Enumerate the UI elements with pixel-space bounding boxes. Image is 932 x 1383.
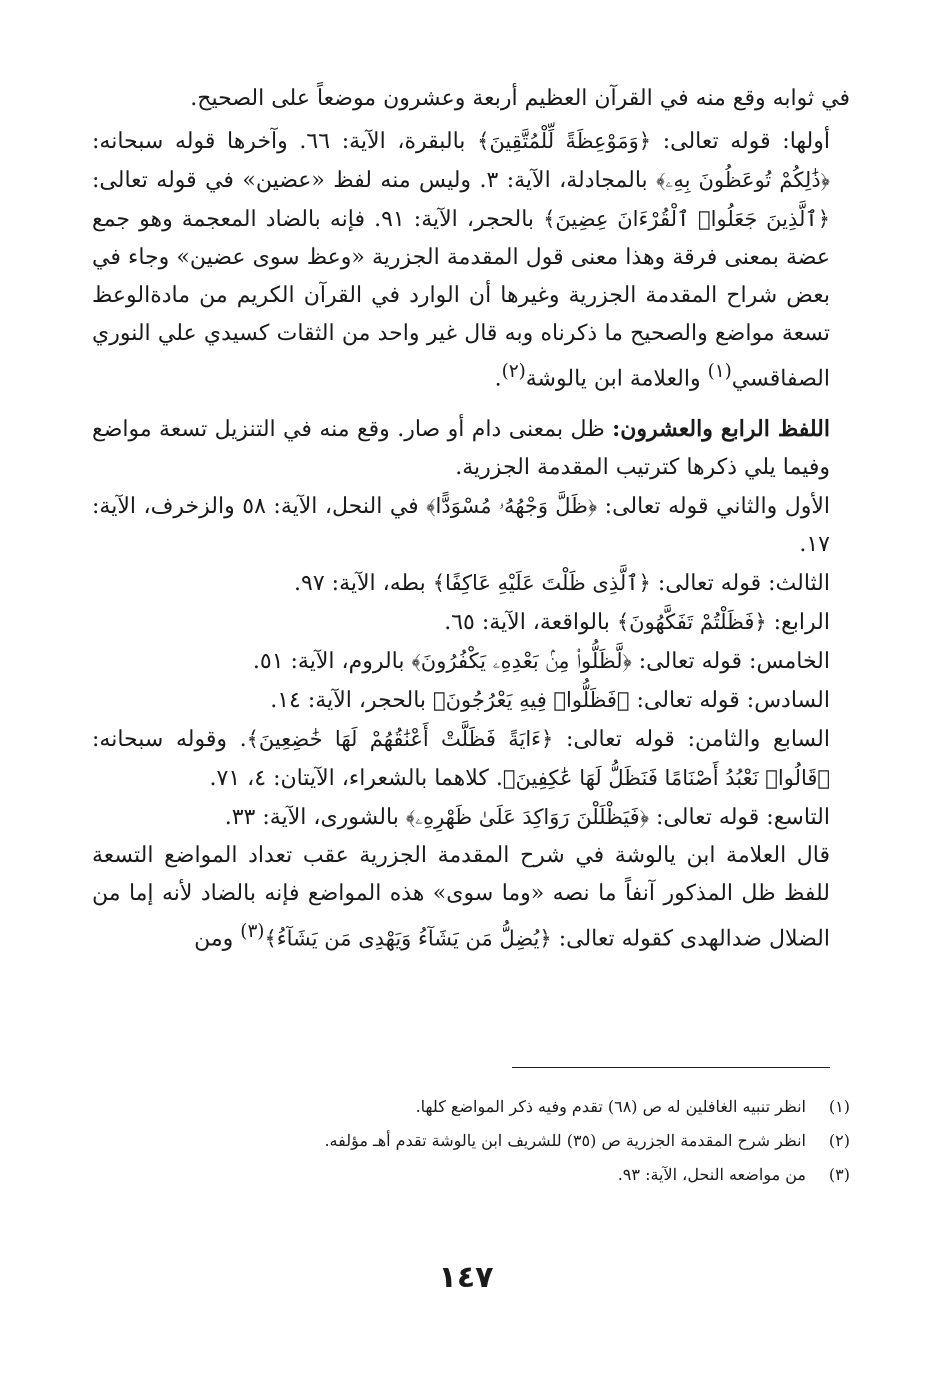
quran-verse: ﴿ٱلَّذِى ظَلْتَ عَلَيْهِ عَاكِفًا﴾ [432,571,651,596]
footnote-number: (١) [828,1097,850,1116]
text-run: بالحجر، الآية: ٩١. فإنه بالضاد المعجمة وهو جمع عضة بمعنى فرقة وهذا معنى قول المقدمة الجزرية «وعظ سوى عضين» وجاء في بعض شراح المقدمة الجزرية وغيرها أن الوارد في القرآن الكريم من مادةالوعظ تسعة مواضع والصحيح ما ذكرناه وبه قال غير واحد من الثقات كسيدي علي النوري الصفاقسي [92,207,830,392]
text-run: . [494,366,502,392]
intro-text: في ثوابه وقع منه في القرآن العظيم أربعة وعشرون موضعاً على الصحيح. [190,86,850,111]
paragraph-item-1-2 [92,487,850,564]
paragraph-first [92,122,850,398]
text-run: السادس: قوله تعالى: [629,688,830,714]
text-run: بالروم، الآية: ٥١. [252,649,412,675]
text-run: أولها: قوله تعالى: [651,129,830,154]
text-run: بالبقرة، الآية: ٦٦. وآخرها قوله سبحانه: [92,129,478,154]
footnote-text: انظر شرح المقدمة الجزرية ص (٣٥) للشريف ابن يالوشة تقدم أهـ مؤلفه. [324,1131,806,1150]
text-run: بطه، الآية: ٩٧. [294,571,433,597]
quran-verse: ﴿ٱلَّذِينَ جَعَلُوا۟ ٱلْقُرْءَانَ عِضِينَ﴾ [543,207,831,231]
text-run: السابع والثامن: قوله تعالى: [553,727,830,753]
paragraph-section-heading [92,410,850,487]
footnote-text: من مواضعه النحل، الآية: ٩٣. [617,1165,806,1184]
text-run: ومن [194,926,241,952]
quran-verse: ﴿ظَلَّ وَجْهُهُۥ مُسْوَدًّا﴾ [426,494,598,519]
text-run: قال العلامة ابن يالوشة في شرح المقدمة الجزرية عقب تعداد المواضع التسعة للفظ ظل المذكور آنفاً ما نصه «وما سوى» هذه المواضع فإنه بالضاد لأنه إما من الضلال ضدالهدى كقوله تعالى: [92,843,830,952]
paragraph-intro [92,80,850,118]
quran-verse: ﴿ءَايَةً فَظَلَّتْ أَعْنَٰقُهُمْ لَهَا خَٰضِعِينَ﴾ [246,727,554,752]
footnote-divider [512,1067,830,1068]
text-run: . كلاهما بالشعراء، الآيتان: ٤، ٧١. [209,766,503,792]
quran-verse: ﴿فَيَظْلَلْنَ رَوَاكِدَ عَلَىٰ ظَهْرِهِۦ﴾ [405,805,650,830]
text-run: بالمجادلة، الآية: ٣. وليس منه لفظ «عضين» في قوله تعالى: [92,168,657,193]
footnote-ref: (٣) [240,921,265,943]
footnote-text: انظر تنبيه الغافلين له ص (٦٨) تقدم وفيه ذكر المواضع كلها. [415,1097,806,1116]
text-run: الخامس: قوله تعالى: [631,649,830,675]
text-run: في النحل، الآية: ٥٨ والزخرف، الآية: ١٧. [92,494,830,558]
quran-verse: ﴿لَّظَلُّوا۟ مِنۢ بَعْدِهِۦ يَكْفُرُونَ﴾ [411,649,632,674]
quran-verse: ﴿فَظَلُّوا۟ فِيهِ يَعْرُجُونَ﴾ [433,688,630,713]
quran-verse: ﴿قَالُوا۟ نَعْبُدُ أَصْنَامًا فَنَظَلُّ لَهَا عَٰكِفِينَ﴾ [502,766,830,791]
footnote-number: (٣) [828,1165,850,1184]
section-heading: اللفظ الرابع والعشرون: [612,416,831,443]
text-run: الثالث: قوله تعالى: [650,571,830,597]
quran-verse: ﴿فَظَلْتُمْ تَفَكَّهُونَ﴾ [616,610,767,635]
paragraph-item-5 [92,642,850,681]
text-run: ظل بمعنى دام أو صار. وقع منه في التنزيل تسعة مواضع وفيما يلي ذكرها كترتيب المقدمة الجزرية. [92,417,830,481]
paragraph-quote [92,837,850,958]
main-text [92,80,850,959]
quran-verse: ﴿يُضِلُّ مَن يَشَآءُ وَيَهْدِى مَن يَشَآءُ﴾ [264,926,552,951]
text-run: والعلامة ابن يالوشة [525,366,708,392]
quran-verse: ﴿وَمَوْعِظَةً لِّلْمُتَّقِينَ﴾ [477,129,652,153]
footnote-ref: (١) [707,361,732,382]
text-run: الأول والثاني قوله تعالى: [597,494,831,520]
footnote-item [150,1158,850,1192]
paragraph-item-6 [92,681,850,720]
footnotes [150,1090,850,1192]
text-run: بالشورى، الآية: ٣٣. [224,805,406,831]
paragraph-item-4 [92,603,850,642]
text-run: بالواقعة، الآية: ٦٥. [444,610,617,636]
paragraph-item-7-8 [92,720,850,798]
footnote-item [150,1124,850,1158]
paragraph-item-9 [92,798,850,837]
footnote-number: (٢) [828,1131,850,1150]
footnote-item [150,1090,850,1124]
page-number: ١٤٧ [438,1260,494,1295]
text-run: بالحجر، الآية: ١٤. [270,688,434,714]
text-run: . وقوله سبحانه: [92,727,247,753]
quran-verse: ﴿ذَٰلِكُمْ تُوعَظُونَ بِهِۦ﴾ [656,168,830,192]
footnote-ref: (٢) [501,361,526,382]
paragraph-item-3 [92,564,850,603]
text-run: التاسع: قوله تعالى: [649,805,830,831]
text-run: الرابع: [766,610,830,636]
